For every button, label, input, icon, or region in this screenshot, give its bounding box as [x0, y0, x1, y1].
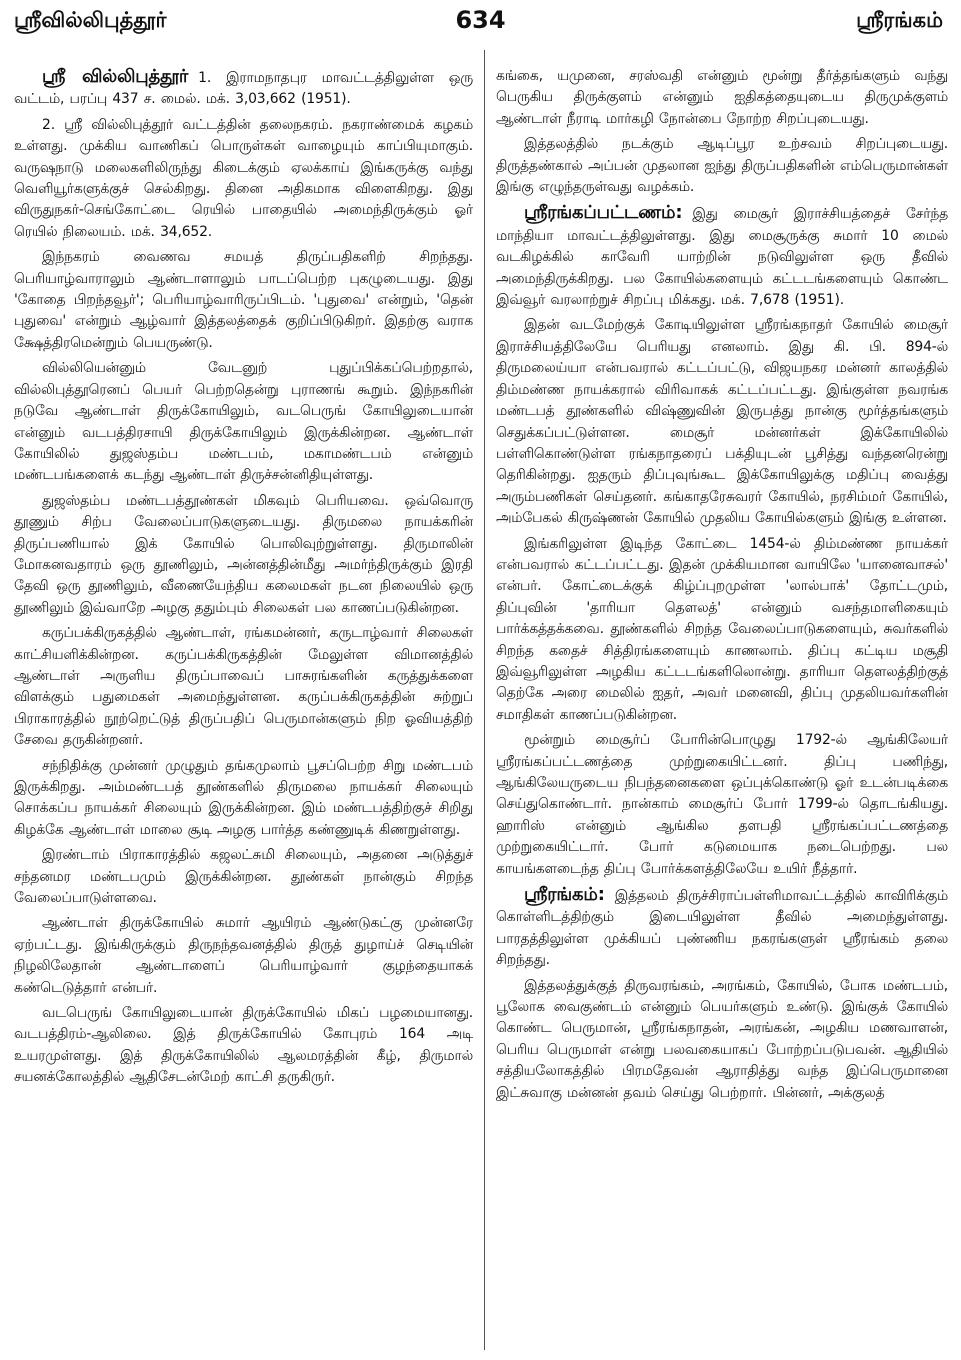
entry-srirangam	[496, 884, 948, 972]
left-column	[14, 66, 473, 1354]
column-divider	[484, 50, 485, 1350]
paragraph: துஜஸ்தம்ப மண்டபத்தூண்கள் மிகவும் பெரியவை. ஒவ்வொரு தூணும் சிற்ப வேலைப்பாடுகளுடையது. திருமலை நாயக்கரின் திருப்பணியால் இக் கோயில் பொலிவுற்றுள்ளது. திருமாலின் மோகனவதாரம் ஒரு தூணிலும், அன்னத்தின்மீது அமர்ந்திருக்கும் இரதி தேவி ஒரு தூணிலும், வீணையேந்திய கலைமகள் நடன நிலையில் ஒரு தூணிலும் இவ்வாறே அழகு ததும்பும் சிலைகள் பல காணப்படுகின்றன.	[14, 492, 473, 616]
paragraph: கங்கை, யமுனை, சரஸ்வதி என்னும் மூன்று தீர்த்தங்களும் வந்து பெருகிய திருக்குளம் என்னும் ஐதிகத்தையுடைய திருமுக்குளம் ஆண்டாள் நீராடி மார்கழி நோன்பை நோற்ற சிறப்புடையது.	[496, 68, 948, 127]
entry-headword: ஸ்ரீரங்கம்:	[524, 884, 605, 906]
page-number: 634	[455, 6, 506, 34]
paragraph: வடபெருங் கோயிலுடையான் திருக்கோயில் மிகப் பழமையானது. வடபத்திரம்-ஆலிலை. இத் திருக்கோயில் கோபுரம் 164 அடி உயரமுள்ளது. இத் திருக்கோயிலில் ஆலமரத்தின் கீழ், திருமால் சயனக்கோலத்தில் ஆதிசேடன்மேற் காட்சி தருகிருர்.	[14, 1005, 473, 1086]
right-column	[496, 66, 948, 1354]
running-head-left: ஸ்ரீவில்லிபுத்தூர்	[14, 8, 167, 32]
paragraph: இதன் வடமேற்குக் கோடியிலுள்ள ஸ்ரீரங்கநாதர் கோயில் மைசூர் இராச்சியத்திலேயே பெரியது எனலாம். இது கி. பி. 894-ல் திருமலைய்யா என்பவரால் கட்டப்பட்டு, விஜயநகர மன்னர் காலத்தில் திம்மண்ண நாயக்கரால் விரிவாகக் கட்டப்பட்டது. இங்குள்ள நவரங்க மண்டபத் தூண்களில் விஷ்ணுவின் இருபத்து நான்கு மூர்த்தங்களும் செதுக்கப்பட்டுள்ளன. மைசூர் மன்னர்கள் இக்கோயிலில் பள்ளிகொண்டுள்ள ரங்கநாதரைப் பக்தியுடன் பூசித்து வந்தனரென்று தெரிகின்றது. ஐதரும் திப்புவுங்கூட இக்கோயிலுக்கு மதிப்பு வைத்து அரும்பணிகள் செய்தனர். கங்காதரேசுவரர் கோயில், நரசிம்மர் கோயில், அம்பேகல் கிருஷ்ணன் கோயில் முதலிய கோயில்களும் இங்கு உள்ளன.	[496, 317, 948, 527]
paragraph: சந்நிதிக்கு முன்னர் முழுதும் தங்கமுலாம் பூசப்பெற்ற சிறு மண்டபம் இருக்கிறது. அம்மண்டபத் தூண்களில் திருமலை நாயக்கர் சிலையும் சொக்கப்ப நாயக்கர் சிலையும் இருக்கின்றன. இம் மண்டபத்திற்குச் சிறிது கிழக்கே ஆண்டாள் மாலை சூடி அழகு பார்த்த கண்ணுடிக் கிணறுள்ளது.	[14, 757, 473, 838]
entry-srivilliputhur	[14, 66, 473, 111]
paragraph: ஆண்டாள் திருக்கோயில் சுமார் ஆயிரம் ஆண்டுகட்கு முன்னரே ஏற்பட்டது. இங்கிருக்கும் திருநந்தவனத்தில் திருத் துழாய்ச் செடியின் நிழலிலேதான் ஆண்டாளைப் பெரியாழ்வார் குழந்தையாகக் கண்டெடுத்தார் என்பர்.	[14, 915, 473, 996]
paragraph: இந்நகரம் வைணவ சமயத் திருப்பதிகளிற் சிறந்தது. பெரியாழ்வாராலும் ஆண்டாளாலும் பாடப்பெற்ற புகழுடையது. இது 'கோதை பிறந்தவூர்'; பெரியாழ்வாரிருப்பிடம். 'புதுவை' என்றும், 'தென் புதுவை' என்றும் ஆழ்வார் இத்தலத்தைக் குறிப்பிடுகிறர். இதற்கு வராக க்ஷேத்திரமென்றும் பெயருண்டு.	[14, 249, 473, 351]
page-header	[0, 0, 961, 44]
entry-headword: ஸ்ரீரங்கப்பட்டணம்:	[524, 202, 683, 224]
paragraph: இரண்டாம் பிராகாரத்தில் கஜலட்சுமி சிலையும், அதனை அடுத்துச் சந்தனமர மண்டபமும் இருக்கின்றன. தூண்கள் நான்கும் சிறந்த வேலைப்பாடுள்ளவை.	[14, 847, 473, 907]
paragraph: கருப்பக்கிருகத்தில் ஆண்டாள், ரங்கமன்னர், கருடாழ்வார் சிலைகள் காட்சியளிக்கின்றன. கருப்பக்கிருகத்தின் மேலுள்ள விமானத்தில் ஆண்டாள் அருளிய திருப்பாவைப் பாசுரங்களின் கருத்துக்களை விளக்கும் பதுமைகள் அமைந்துள்ளன. கருப்பக்கிருகத்தின் சுற்றுப் பிராகாரத்தில் நூற்றெட்டுத் திருப்பதிப் பெருமான்களும் நிற ஓவியத்திற் சேவை தருகின்றனர்.	[14, 625, 473, 749]
entry-headword: ஸ்ரீ வில்லிபுத்தூர்	[42, 66, 189, 87]
paragraph: 2. ஸ்ரீ வில்லிபுத்தூர் வட்டத்தின் தலைநகரம். நகராண்மைக் கழகம் உள்ளது. முக்கிய வாணிகப் பொருள்கள் வாழையும் காப்பியுமாகும். வருஷநாடு மலைகளிலிருந்து கிடைக்கும் ஏலக்காய் இங்கருக்கு வந்து வெளியூர்களுக்குச் செல்கிறது. தினை அதிகமாக விளைகிறது. இது விருதுநகர்-செங்கோட்டை ரெயில் பாதையில் அமைந்திருக்கும் ஓர் ரெயில் நிலையம். மக். 34,652.	[14, 116, 473, 240]
paragraph-text: இத்தலம் திருச்சிராப்பள்ளிமாவட்டத்தில் காவிரிக்கும் கொள்ளிடத்திற்கும் இடையிலுள்ள தீவில் அமைந்துள்ளது. பாரதத்திலுள்ள முக்கியப் புண்ணிய நகரங்களுள் ஸ்ரீரங்கம் தலை சிறந்தது.	[496, 888, 948, 969]
paragraph-text: 1. இராமநாதபுர மாவட்டத்திலுள்ள ஒரு வட்டம், பரப்பு 437 ச. மைல். மக். 3,03,662 (1951).	[14, 70, 473, 108]
paragraph: வில்லியென்னும் வேடனுற் புதுப்பிக்கப்பெற்றதால், வில்லிபுத்தூரெனப் பெயர் பெற்றதென்று புராணங் கூறும். இந்நகரின் நடுவே ஆண்டாள் திருக்கோயிலும், வடபெருங் கோயிலுடையான் என்னும் வடபத்திரசாயி திருக்கோயிலும் இருக்கின்றன. ஆண்டாள் கோயிலில் துஜஸ்தம்ப மண்டபம், மகாமண்டபம் என்னும் மண்டபங்களைக் கடந்து ஆண்டாள் திருச்சன்னிதியுள்ளது.	[14, 360, 473, 484]
paragraph: இத்தலத்துக்குத் திருவரங்கம், அரங்கம், கோயில், போக மண்டபம், பூலோக வைகுண்டம் என்னும் பெயர்களும் உண்டு. இங்குக் கோயில் கொண்ட பெருமான், ஸ்ரீரங்கநாதன், அரங்கன், அழகிய மணவாளன், பெரிய பெருமாள் என்று பலவகையாகப் போற்றப்படுபவன். ஆதியில் சத்தியலோகத்தில் பிரமதேவன் ஆராதித்து வந்த இப்பெருமானை இட்சுவாகு மன்னன் தவம் செய்து பெற்றார். பின்னர், அக்குலத்	[496, 977, 948, 1101]
paragraph-text: இது மைசூர் இராச்சியத்தைச் சேர்ந்த மாந்தியா மாவட்டத்திலுள்ளது. இது மைசூருக்கு சுமார் 10 மைல் வடகிழக்கில் காவேரி யாற்றின் நடுவிலுள்ள ஒரு தீவில் அமைந்திருக்கிறது. பல கோயில்களையும் கட்டடங்களையும் கொண்ட இவ்வூர் வரலாற்றுச் சிறப்பு மிக்கது. மக். 7,678 (1951).	[496, 206, 948, 309]
entry-srirangapatnam	[496, 202, 948, 311]
paragraph: இங்கரிலுள்ள இடிந்த கோட்டை 1454-ல் திம்மண்ண நாயக்கர் என்பவரால் கட்டப்பட்டது. இதன் முக்கியமான வாயிலே 'யானைவாசல்' என்பர். கோட்டைக்குக் கிழ்ப்புறமுள்ள 'லால்பாக்' தோட்டமும், திப்புவின் 'தாரியா தௌலத்' என்னும் வசந்தமாளிகையும் பார்க்கத்தக்கவை. தூண்களில் சிறந்த வேலைப்பாடுகளையும், சுவர்களில் சிறந்த கதைச் சித்திரங்களையும் காணலாம். திப்பு கட்டிய மசூதி இவ்வூரிலுள்ள அழகிய கட்டடங்களிலொன்று. தாரியா தௌலத்திற்குத் தெற்கே அரை மைலில் ஐதர், அவர் மனைவி, திப்பு முதலியவர்களின் சமாதிகள் காணப்படுகின்றன.	[496, 535, 948, 723]
running-head-right: ஸ்ரீரங்கம்	[856, 8, 943, 32]
paragraph: இத்தலத்தில் நடக்கும் ஆடிப்பூர உற்சவம் சிறப்புடையது. திருத்தண்கால் அப்பன் முதலான ஐந்து திருப்பதிகளின் எம்பெருமான்கள் இங்கு எழுந்தருள்வது வழக்கம்.	[496, 136, 948, 196]
paragraph: மூன்றும் மைசூர்ப் போரின்பொழுது 1792-ல் ஆங்கிலேயர் ஸ்ரீரங்கப்பட்டணத்தை முற்றுகையிட்டனர். திப்பு பணிந்து, ஆங்கிலேயருடைய நிபந்தனைகளை ஒப்புக்கொண்டு ஓர் உடன்படிக்கை செய்துகொண்டார். நான்காம் மைசூர்ப் போர் 1799-ல் தொடங்கியது. ஹாரிஸ் என்னும் ஆங்கில தளபதி ஸ்ரீரங்கப்பட்டணத்தை முற்றுகையிட்டார். போர் கடுமையாக நடைபெற்றது. பல காயங்களடைந்த திப்பு போர்க்களத்திலேயே உயிர் நீத்தார்.	[496, 732, 948, 877]
